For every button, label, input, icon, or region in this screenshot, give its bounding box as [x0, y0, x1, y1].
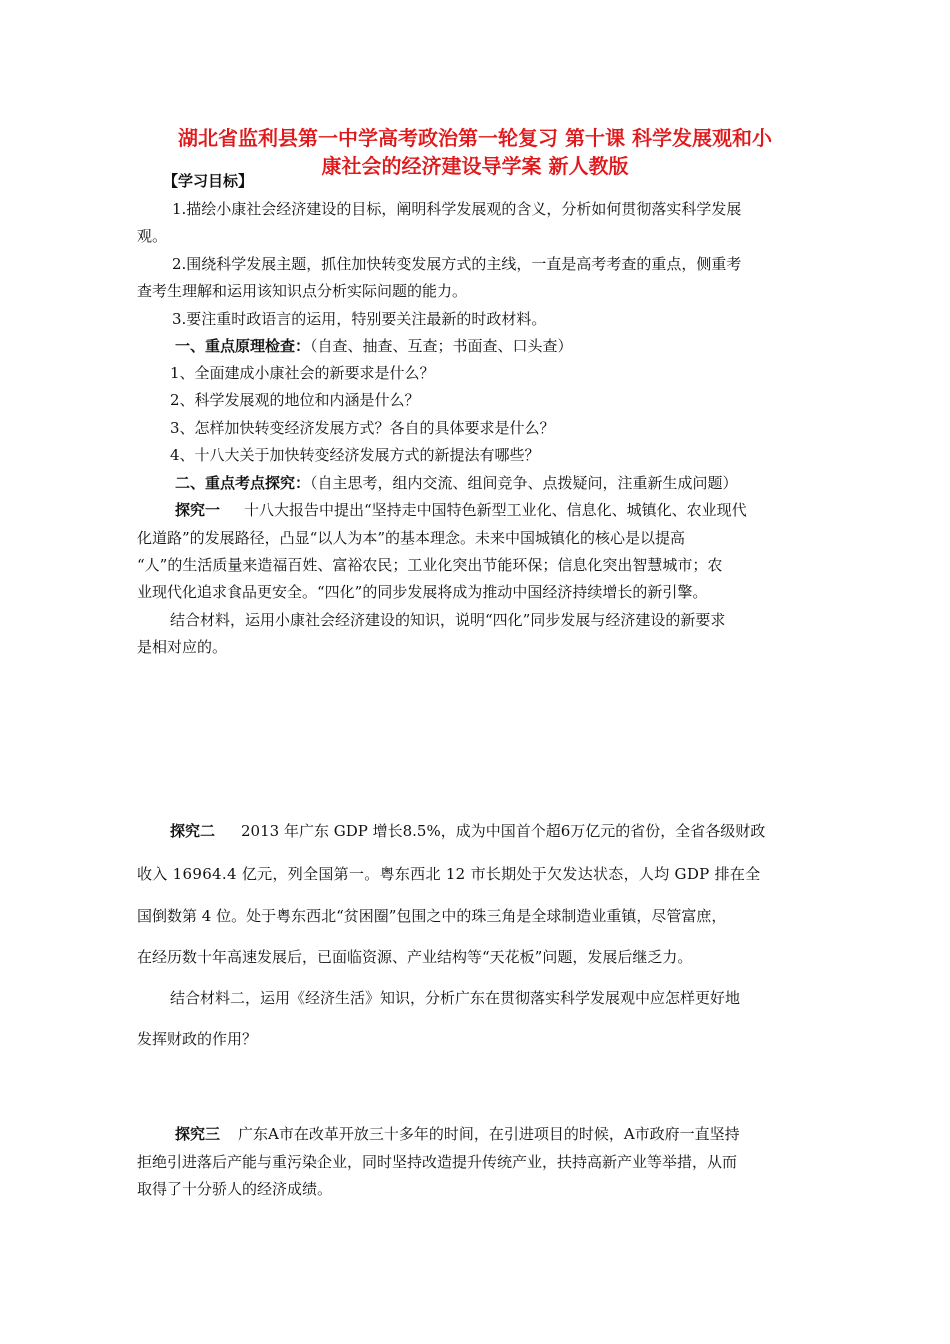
- goals-heading: 【学习目标】: [163, 172, 254, 190]
- explore-1-label: 探究一: [175, 501, 221, 519]
- goal-1-line-1: 1.描绘小康社会经济建设的目标，阐明科学发展观的含义，分析如何贯彻落实科学发展: [172, 200, 742, 218]
- explore-3-label: 探究三: [175, 1125, 221, 1143]
- explore-1-line-3: “人”的生活质量来造福百姓、富裕农民；工业化突出节能环保；信息化突出智慧城市；农: [137, 556, 723, 574]
- explore-1-question-line-2: 是相对应的。: [137, 638, 228, 656]
- explore-2-text-1: 2013 年广东 GDP 增长8.5%，成为中国首个超6万亿元的省份，全省各级财政: [241, 822, 766, 840]
- explore-3-line-2: 拒绝引进落后产能与重污染企业，同时坚持改造提升传统产业，扶持高新产业等举措，从而: [137, 1153, 738, 1171]
- title-line-2: 康社会的经济建设导学案 新人教版: [321, 154, 629, 178]
- section-1-note: （自查、抽查、互查；书面查、口头查）: [310, 337, 573, 355]
- explore-1-line-1: [175, 500, 747, 520]
- question-1: 1、全面建成小康社会的新要求是什么？: [170, 364, 435, 382]
- question-2: 2、科学发展观的地位和内涵是什么？: [170, 391, 420, 409]
- explore-3-line-3: 取得了十分骄人的经济成绩。: [137, 1180, 333, 1198]
- section-1-heading: 一、重点原理检查：: [175, 337, 311, 355]
- section-2-heading-row: [175, 473, 738, 493]
- question-4: 4、十八大关于加快转变经济发展方式的新提法有哪些？: [170, 446, 540, 464]
- explore-2-label: 探究二: [170, 822, 216, 840]
- question-3: 3、怎样加快转变经济发展方式？各自的具体要求是什么？: [170, 419, 555, 437]
- explore-2-question-line-1: 结合材料二，运用《经济生活》知识，分析广东在贯彻落实科学发展观中应怎样更好地: [170, 989, 741, 1007]
- explore-3-text-1: 广东A市在改革开放三十多年的时间，在引进项目的时候，A市政府一直坚持: [238, 1125, 740, 1143]
- explore-2-question-line-2: 发挥财政的作用？: [137, 1030, 258, 1048]
- title-line-1: 湖北省监利县第一中学高考政治第一轮复习 第十课 科学发展观和小: [178, 126, 772, 150]
- explore-2-line-1: [170, 821, 765, 841]
- goal-1-line-2: 观。: [137, 227, 168, 245]
- section-2-heading: 二、重点考点探究：: [175, 474, 311, 492]
- goal-3: 3.要注重时政语言的运用，特别要关注最新的时政材料。: [172, 310, 547, 328]
- explore-1-line-2: 化道路”的发展路径，凸显“以人为本”的基本理念。未来中国城镇化的核心是以提高: [137, 529, 686, 547]
- explore-1-question-line-1: 结合材料，运用小康社会经济建设的知识，说明“四化”同步发展与经济建设的新要求: [170, 611, 726, 629]
- explore-3-line-1: [175, 1124, 740, 1144]
- goal-2-line-2: 查考生理解和运用该知识点分析实际问题的能力。: [137, 282, 468, 300]
- explore-2-line-2: 收入 16964.4 亿元，列全国第一。粤东西北 12 市长期处于欠发达状态，人均 GDP 排在全: [137, 865, 761, 883]
- section-2-note: （自主思考，组内交流、组间竞争、点拨疑问，注重新生成问题）: [310, 474, 738, 492]
- goal-2-line-1: 2.围绕科学发展主题，抓住加快转变发展方式的主线，一直是高考考查的重点，侧重考: [172, 255, 742, 273]
- explore-1-text-1: 十八大报告中提出“坚持走中国特色新型工业化、信息化、城镇化、农业现代: [244, 501, 747, 519]
- section-1-heading-row: [175, 336, 573, 356]
- explore-1-line-4: 业现代化追求食品更安全。“四化”的同步发展将成为推动中国经济持续增长的新引擎。: [137, 583, 708, 601]
- explore-2-line-4: 在经历数十年高速发展后，已面临资源、产业结构等“天花板”问题，发展后继乏力。: [137, 948, 693, 966]
- explore-2-line-3: 国倒数第 4 位。处于粤东西北“贫困圈”包围之中的珠三角是全球制造业重镇，尽管富庶，: [137, 907, 727, 925]
